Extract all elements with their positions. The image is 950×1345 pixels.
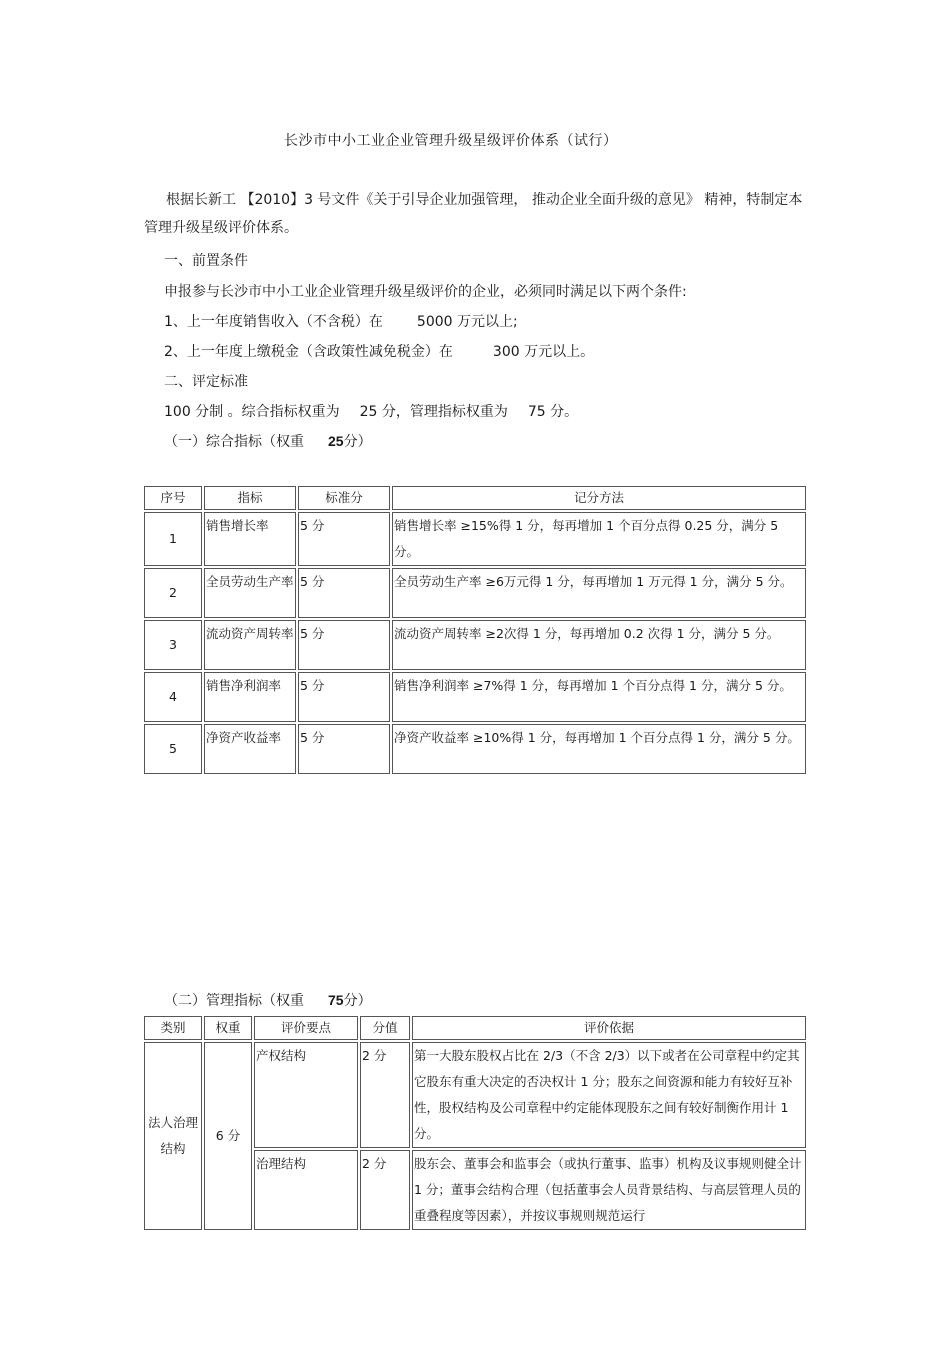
row-method: 全员劳动生产率 ≥6万元得 1 分，每再增加 1 万元得 1 分，满分 5 分。 (392, 568, 806, 618)
row-standard-score: 5 分 (298, 568, 390, 618)
table-row (144, 724, 806, 774)
row-basis: 第一大股东股权占比在 2/3（不含 2/3）以下或者在公司章程中约定其它股东有重大决定的否决权计 1 分；股东之间资源和能力有较好互补性，股权结构及公司章程中约定能体现股东之间有较好制衡作用计 1 分。 (412, 1042, 806, 1148)
table-header-row (144, 486, 806, 510)
subsection-management-label: （二）管理指标（权重 (164, 993, 304, 1009)
subsection-composite-label: （一）综合指标（权重 (164, 434, 304, 450)
header-method: 记分方法 (392, 486, 806, 510)
row-indicator: 流动资产周转率 (204, 620, 296, 670)
row-weight: 6 分 (204, 1042, 252, 1230)
row-no: 1 (144, 512, 202, 566)
header-indicator: 指标 (204, 486, 296, 510)
row-evaluation-point: 治理结构 (254, 1150, 358, 1230)
condition-1-value: 5000 万元以上; (416, 314, 518, 330)
row-indicator: 销售净利润率 (204, 672, 296, 722)
table-row (144, 568, 806, 618)
row-evaluation-point: 产权结构 (254, 1042, 358, 1148)
score-text-b: 25 分，管理指标权重为 (359, 404, 508, 420)
row-basis: 股东会、董事会和监事会（或执行董事、监事）机构及议事规则健全计 1 分；董事会结构合理（包括董事会人员背景结构、与高层管理人员的重叠程度等因素），并按议事规则规范运行 (412, 1150, 806, 1230)
row-score: 2 分 (360, 1042, 410, 1148)
table-header-row (144, 1016, 806, 1040)
row-standard-score: 5 分 (298, 512, 390, 566)
row-category: 法人治理结构 (144, 1042, 202, 1230)
condition-1 (164, 311, 518, 331)
header-score: 分值 (360, 1016, 410, 1040)
header-evaluation-point: 评价要点 (254, 1016, 358, 1040)
table-row (144, 620, 806, 670)
row-indicator: 净资产收益率 (204, 724, 296, 774)
row-method: 销售净利润率 ≥7%得 1 分，每再增加 1 个百分点得 1 分，满分 5 分。 (392, 672, 806, 722)
header-no: 序号 (144, 486, 202, 510)
management-indicator-table (142, 1014, 808, 1232)
section-heading-standards: 二、评定标准 (164, 374, 248, 390)
condition-1-label: 1、上一年度销售收入（不含税）在 (164, 314, 383, 330)
intro-paragraph: 根据长新工 【2010】3 号文件《关于引导企业加强管理， 推动企业全面升级的意见》 精神，特制定本管理升级星级评价体系。 (144, 192, 803, 236)
condition-2-value: 300 万元以上。 (492, 344, 595, 360)
subsection-composite (164, 431, 372, 451)
table-row (144, 672, 806, 722)
row-indicator: 全员劳动生产率 (204, 568, 296, 618)
section-heading-preconditions: 一、前置条件 (164, 253, 248, 269)
row-indicator: 销售增长率 (204, 512, 296, 566)
header-category: 类别 (144, 1016, 202, 1040)
row-standard-score: 5 分 (298, 672, 390, 722)
subsection-management (164, 990, 372, 1010)
row-method: 净资产收益率 ≥10%得 1 分，每再增加 1 个百分点得 1 分，满分 5 分。 (392, 724, 806, 774)
condition-2-label: 2、上一年度上缴税金（含政策性减免税金）在 (164, 344, 453, 360)
subsection-management-weight: 75 (328, 992, 344, 1008)
row-standard-score: 5 分 (298, 620, 390, 670)
table-row (144, 512, 806, 566)
score-text-a: 100 分制 。综合指标权重为 (164, 404, 340, 420)
subsection-composite-unit: 分） (343, 434, 372, 450)
composite-indicator-table (142, 484, 808, 776)
row-score: 2 分 (360, 1150, 410, 1230)
row-no: 3 (144, 620, 202, 670)
row-no: 4 (144, 672, 202, 722)
row-method: 流动资产周转率 ≥2次得 1 分，每再增加 0.2 次得 1 分，满分 5 分。 (392, 620, 806, 670)
score-text-c: 75 分。 (527, 404, 579, 420)
header-standard-score: 标准分 (298, 486, 390, 510)
row-no: 5 (144, 724, 202, 774)
subsection-composite-weight: 25 (328, 433, 344, 449)
row-method: 销售增长率 ≥15%得 1 分，每再增加 1 个百分点得 0.25 分，满分 5 分。 (392, 512, 806, 566)
document-title: 长沙市中小工业企业管理升级星级评价体系（试行） (284, 133, 618, 149)
subsection-management-unit: 分） (343, 993, 372, 1009)
table-row (144, 1042, 806, 1148)
row-standard-score: 5 分 (298, 724, 390, 774)
header-basis: 评价依据 (412, 1016, 806, 1040)
header-weight: 权重 (204, 1016, 252, 1040)
condition-2 (164, 341, 594, 361)
row-no: 2 (144, 568, 202, 618)
conditions-intro: 申报参与长沙市中小工业企业管理升级星级评价的企业，必须同时满足以下两个条件: (164, 284, 687, 300)
score-description (164, 401, 578, 421)
